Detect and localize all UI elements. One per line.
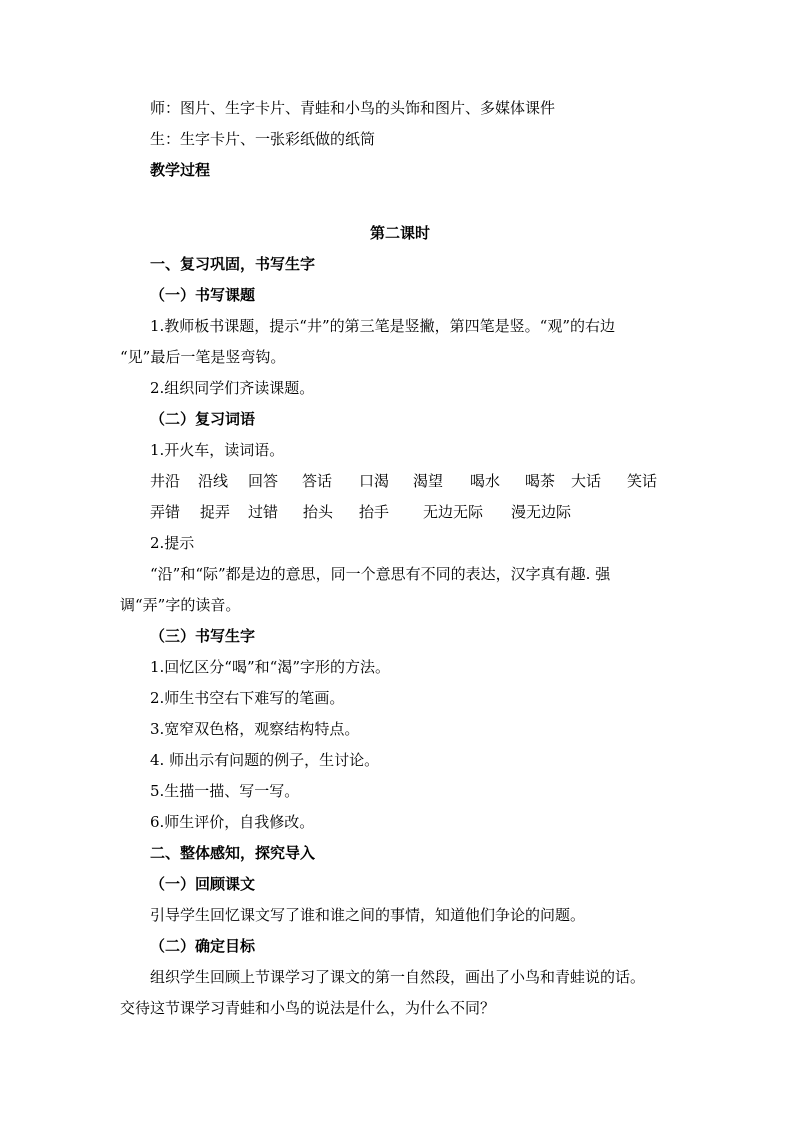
list-item: 2.师生书空右下难写的笔画。 — [150, 689, 345, 707]
word-item: 抬手 — [359, 503, 390, 521]
paragraph: “沿”和“际”都是边的意思，同一个意思有不同的表达，汉字真有趣. 强 — [150, 565, 611, 583]
list-item: 1.回忆区分“喝”和“渴”字形的方法。 — [150, 658, 390, 676]
word-item: 答话 — [302, 472, 333, 490]
word-item: 渴望 — [413, 472, 444, 490]
word-item: 沿线 — [198, 472, 229, 490]
word-item: 口渴 — [359, 472, 390, 490]
paragraph: 组织学生回顾上节课学习了课文的第一自然段，画出了小鸟和青蛙说的话。 — [150, 968, 646, 986]
paragraph: 引导学生回忆课文写了谁和谁之间的事情，知道他们争论的问题。 — [150, 906, 586, 924]
word-item: 抬头 — [303, 503, 334, 521]
document-body — [120, 93, 680, 1024]
word-item: 回答 — [248, 472, 279, 490]
prep-teacher: 师：图片、生字卡片、青蛙和小鸟的头饰和图片、多媒体课件 — [150, 99, 556, 117]
section-2-title: 二、整体感知，探究导入 — [150, 844, 316, 862]
prep-student: 生：生字卡片、一张彩纸做的纸筒 — [150, 130, 376, 148]
word-list-row-2 — [120, 497, 680, 528]
paragraph: 2.组织同学们齐读课题。 — [150, 379, 315, 397]
word-item: 过错 — [248, 503, 279, 521]
lesson-title: 第二课时 — [369, 224, 430, 242]
paragraph: 2.提示 — [150, 534, 195, 552]
list-item: 3.宽窄双色格，观察结构特点。 — [150, 720, 360, 738]
word-item: 笑话 — [627, 472, 658, 490]
list-item: 5.生描一描、写一写。 — [150, 782, 300, 800]
subsection-2-2-title: （二）确定目标 — [150, 937, 256, 955]
word-item: 大话 — [571, 472, 602, 490]
paragraph: 1.开火车，读词语。 — [150, 441, 285, 459]
process-heading: 教学过程 — [150, 161, 211, 179]
word-item: 喝水 — [470, 472, 501, 490]
word-item: 漫无边际 — [511, 503, 572, 521]
word-item: 喝茶 — [525, 472, 556, 490]
spacer — [120, 186, 680, 218]
subsection-1-3-title: （三）书写生字 — [150, 627, 256, 645]
subsection-1-1-title: （一）书写课题 — [150, 286, 256, 304]
list-item: 6.师生评价，自我修改。 — [150, 813, 315, 831]
word-item: 无边无际 — [423, 503, 484, 521]
subsection-1-2-title: （二）复习词语 — [150, 410, 256, 428]
paragraph: 1.教师板书课题，提示“井”的第三笔是竖撇，第四笔是竖。“观”的右边 — [150, 317, 615, 335]
paragraph-continuation: 调“弄”字的读音。 — [120, 596, 241, 614]
word-item: 弄错 — [150, 503, 181, 521]
word-list-row-1 — [120, 466, 680, 497]
word-item: 井沿 — [150, 472, 181, 490]
word-item: 捉弄 — [200, 503, 231, 521]
section-1-title: 一、复习巩固，书写生字 — [150, 255, 316, 273]
subsection-2-1-title: （一）回顾课文 — [150, 875, 256, 893]
paragraph-continuation: 交待这节课学习青蛙和小鸟的说法是什么，为什么不同？ — [120, 999, 496, 1017]
list-item: 4. 师出示有问题的例子，生讨论。 — [150, 751, 380, 769]
paragraph-continuation: “见”最后一笔是竖弯钩。 — [120, 348, 286, 366]
